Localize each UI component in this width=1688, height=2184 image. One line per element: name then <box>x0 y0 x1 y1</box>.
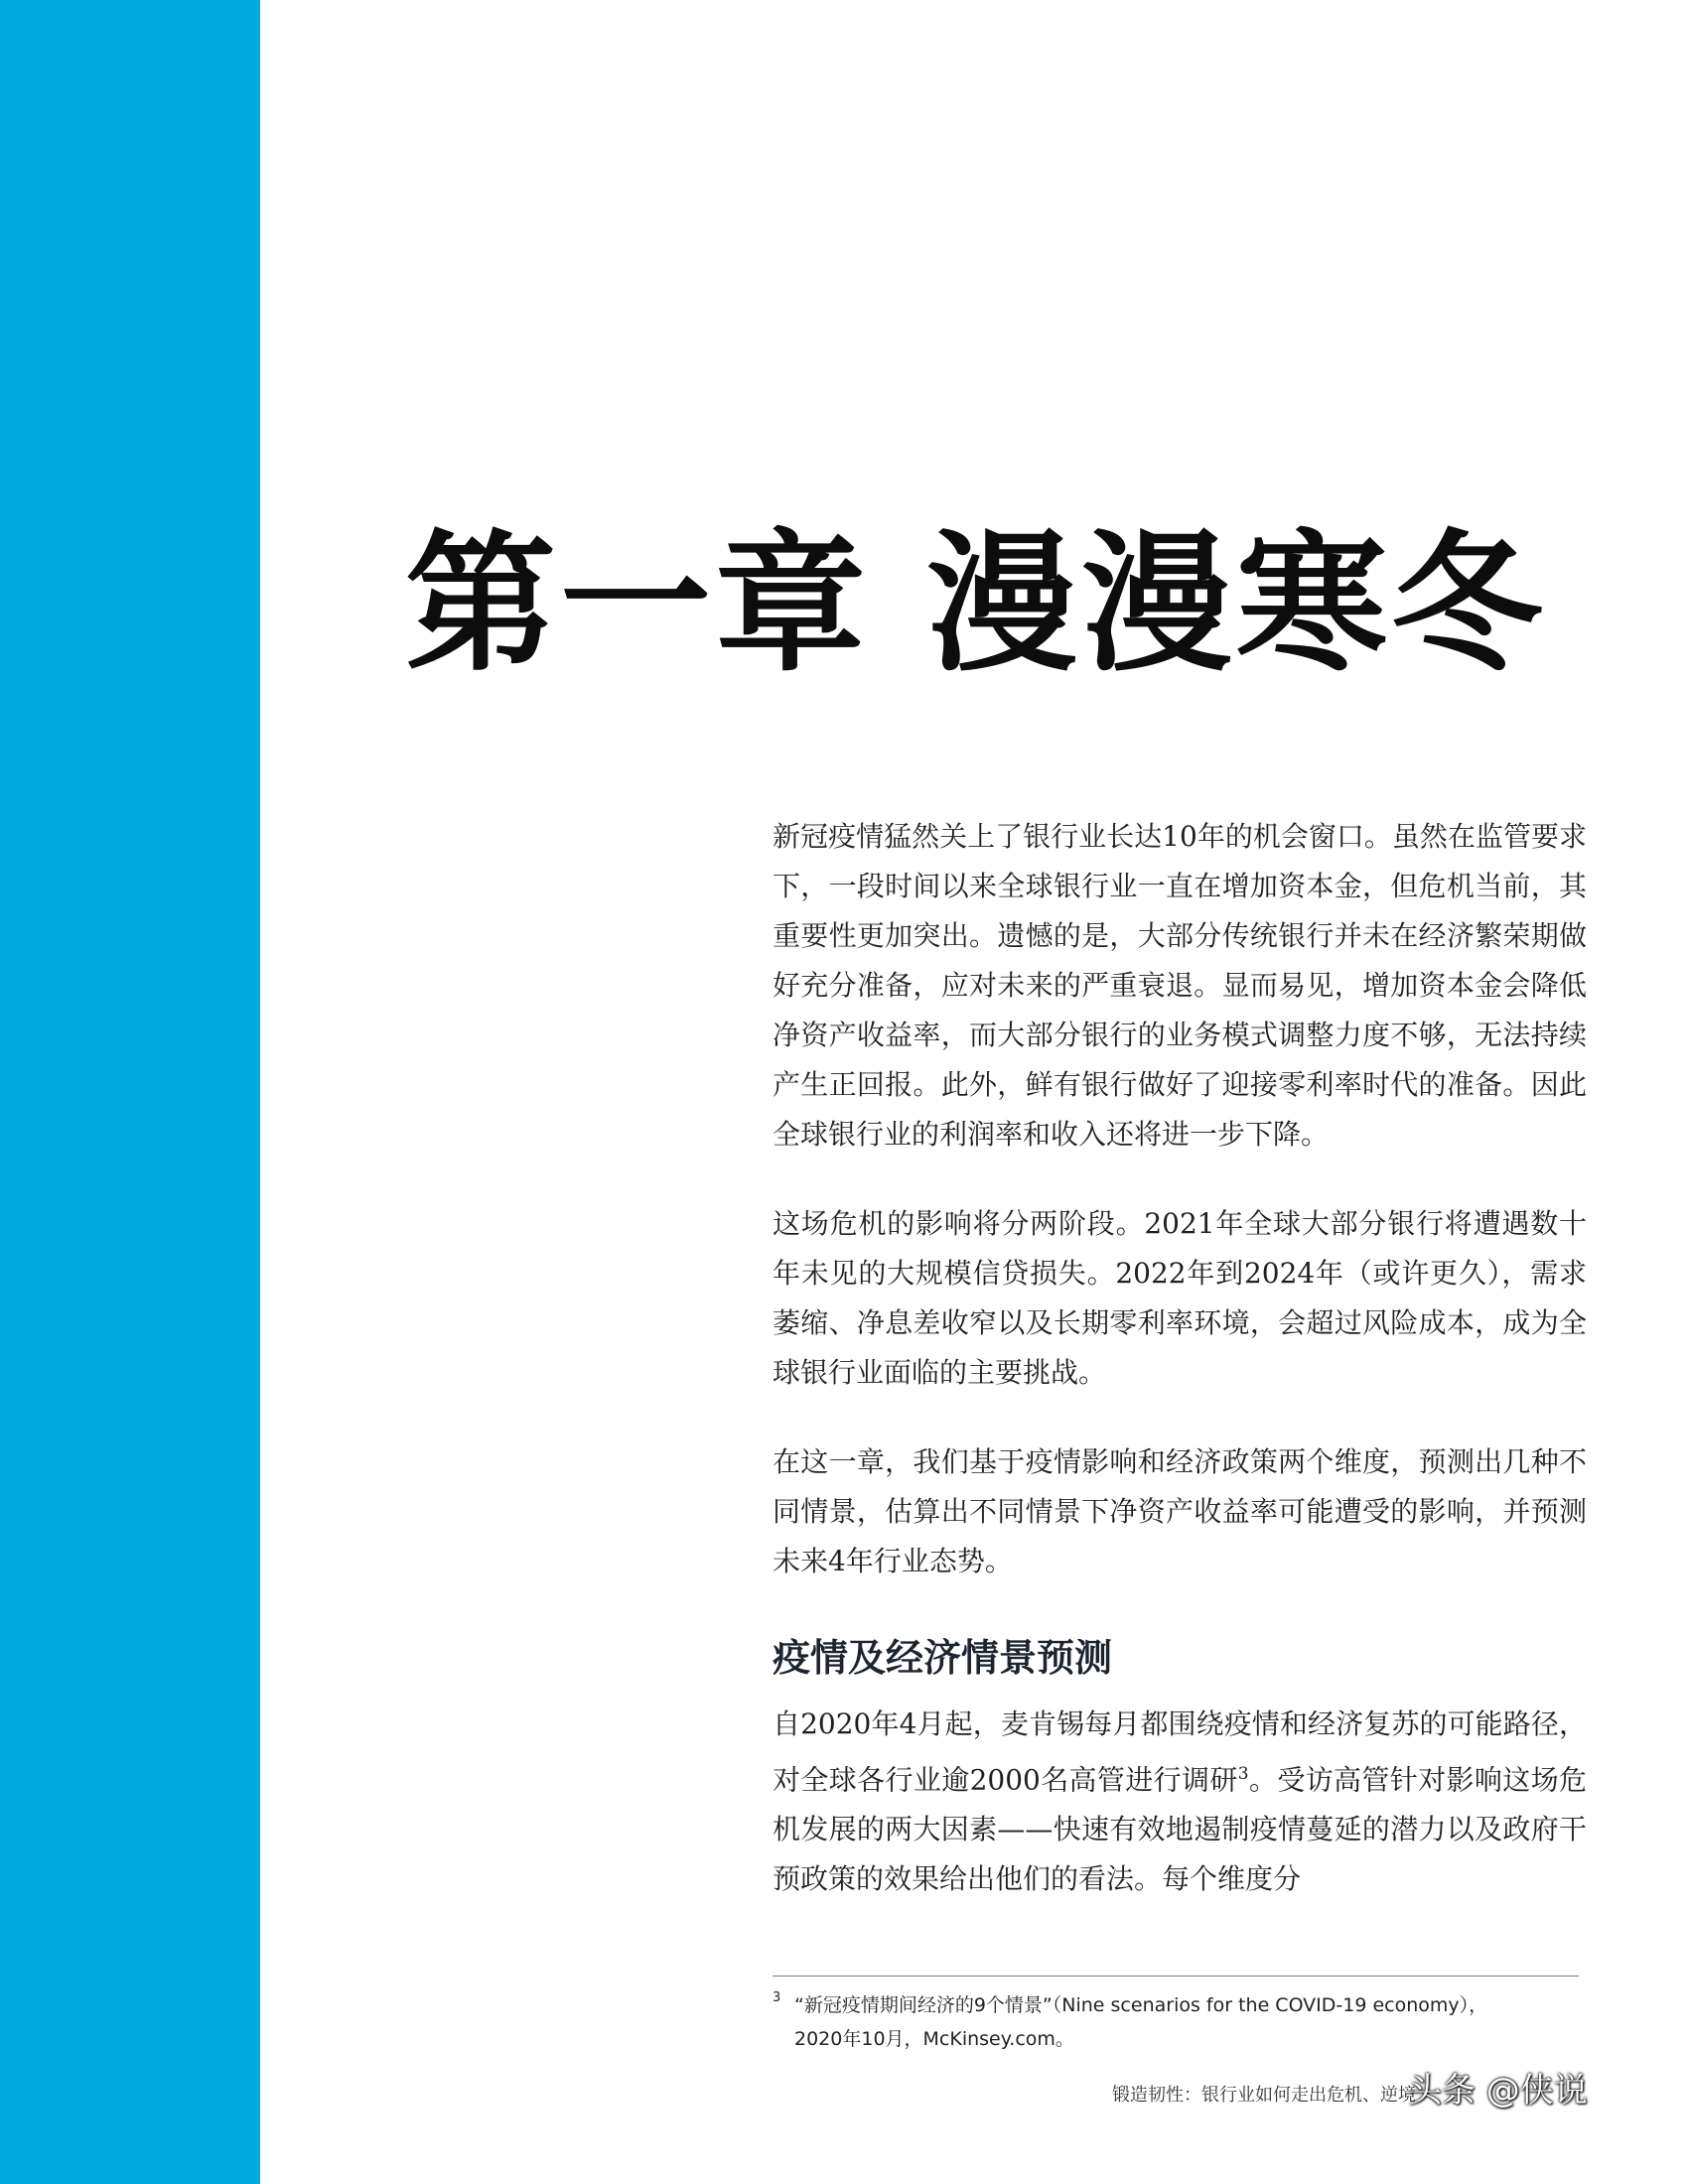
watermark: 头条 @侠说 <box>1408 2071 1588 2111</box>
footnote-number: 3 <box>773 1990 781 2005</box>
paragraph-two-phases: 这场危机的影响将分两阶段。2021年全球大部分银行将遭遇数十年未见的大规模信贷损失。2022年到2024年（或许更久），需求萎缩、净息差收窄以及长期零利率环境，会超过风险成本，成为全球银行业面临的主要挑战。 <box>773 1207 1587 1389</box>
running-footer: 锻造韧性：银行业如何走出危机、逆境 <box>1112 2085 1416 2106</box>
left-accent-bar <box>0 0 260 2184</box>
footnote-line-1: “新冠疫情期间经济的9个情景”（Nine scenarios for the COVID-19 economy）， <box>794 1994 1488 2016</box>
paragraph-chapter-overview: 在这一章，我们基于疫情影响和经济政策两个维度，预测出几种不同情景，估算出不同情景下净资产收益率可能遭受的影响，并预测未来4年行业态势。 <box>773 1445 1587 1577</box>
footnote-line-2: 2020年10月，McKinsey.com。 <box>794 2028 1074 2050</box>
footnote <box>773 1988 1587 2056</box>
section-heading: 疫情及经济情景预测 <box>773 1635 1113 1680</box>
body-text-column <box>773 812 1587 1944</box>
paragraph-intro: 新冠疫情猛然关上了银行业长达10年的机会窗口。虽然在监管要求下，一段时间以来全球银行业一直在增加资本金，但危机当前，其重要性更加突出。遗憾的是，大部分传统银行并未在经济繁荣期做好充分准备，应对未来的严重衰退。显而易见，增加资本金会降低净资产收益率，而大部分银行的业务模式调整力度不够，无法持续产生正回报。此外，鲜有银行做好了迎接零利率时代的准备。因此全球银行业的利润率和收入还将进一步下降。 <box>773 820 1587 1151</box>
survey-text-after-ref: 。受访高管针对影响这场危机发展的两大因素——快速有效地遏制疫情蔓延的潜力以及政府干预政策的效果给出他们的看法。每个维度分 <box>773 1763 1587 1896</box>
paragraph-scenario-survey <box>773 1700 1587 1904</box>
survey-text-before-ref: 自2020年4月起，麦肯锡每月都围绕疫情和经济复苏的可能路径，对全球各行业逾2000名高管进行调研 <box>773 1707 1587 1797</box>
footnote-reference[interactable]: 3 <box>1237 1764 1249 1784</box>
footnote-divider <box>773 1976 1579 1977</box>
chapter-title: 第一章 漫漫寒冬 <box>405 514 1546 692</box>
